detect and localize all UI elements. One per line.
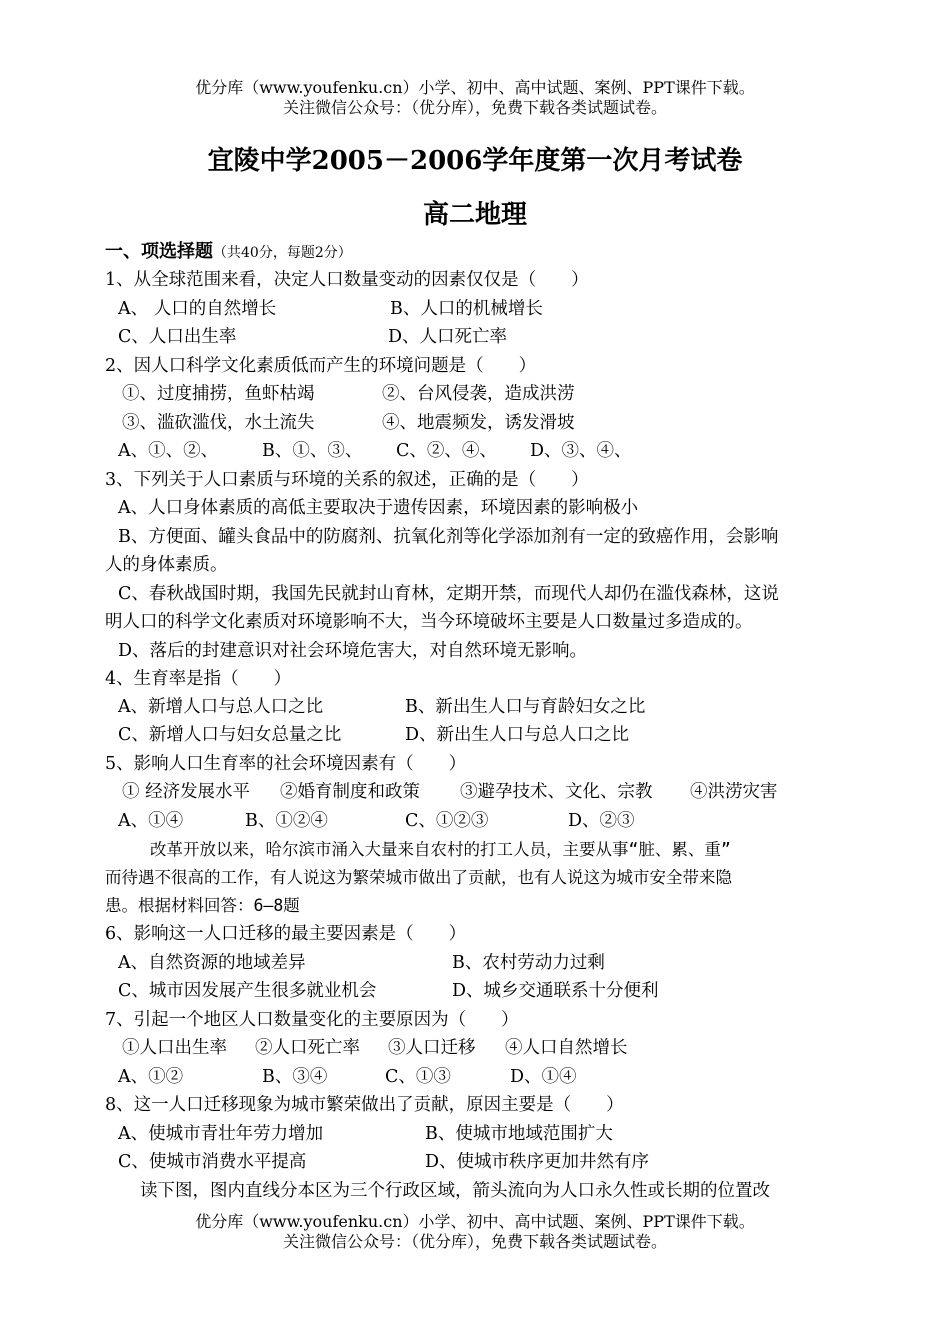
q1-option-c: C、人口出生率 <box>118 327 237 347</box>
q7-item-1: ①人口出生率 <box>122 1038 227 1058</box>
q2-option-a: A、①、②、 <box>118 441 219 461</box>
exam-subtitle: 高二地理 <box>422 200 527 230</box>
q2-option-c: C、②、④、 <box>396 441 497 461</box>
q6-option-c: C、城市因发展产生很多就业机会 <box>118 981 377 1001</box>
q1-option-a: A、 人口的自然增长 <box>118 299 277 319</box>
passage1-line2: 而待遇不很高的工作，有人说这为繁荣城市做出了贡献，也有人说这为城市安全带来隐 <box>105 868 732 887</box>
q3-option-b-line1: B、方便面、罐头食品中的防腐剂、抗氧化剂等化学添加剂有一定的致癌作用，会影响 <box>118 527 779 547</box>
q4-stem: 4、生育率是指（ ） <box>105 669 292 689</box>
q5-option-a: A、①④ <box>118 811 184 831</box>
q5-item-3: ③避孕技术、文化、宗教 <box>460 782 653 802</box>
q5-stem: 5、影响人口生育率的社会环境因素有（ ） <box>105 754 467 774</box>
q7-item-3: ③人口迁移 <box>388 1038 476 1058</box>
q5-option-d: D、②③ <box>568 811 635 831</box>
q8-option-b: B、使城市地域范围扩大 <box>425 1124 613 1144</box>
q2-option-d: D、③、④、 <box>530 441 632 461</box>
q7-option-a: A、①② <box>118 1067 184 1087</box>
q4-option-b: B、新出生人口与育龄妇女之比 <box>405 697 646 717</box>
q2-item-2: ②、台风侵袭，造成洪涝 <box>382 384 575 404</box>
q8-option-c: C、使城市消费水平提高 <box>118 1152 307 1172</box>
q7-item-2: ②人口死亡率 <box>255 1038 360 1058</box>
q5-option-c: C、①②③ <box>405 811 489 831</box>
q8-option-d: D、使城市秩序更加井然有序 <box>425 1152 650 1172</box>
q4-option-d: D、新出生人口与总人口之比 <box>405 725 630 745</box>
q7-option-b: B、③④ <box>262 1067 328 1087</box>
q4-option-c: C、新增人口与妇女总量之比 <box>118 725 342 745</box>
q6-option-d: D、城乡交通联系十分便利 <box>452 981 659 1001</box>
q2-item-4: ④、地震频发，诱发滑坡 <box>382 413 575 433</box>
q1-option-d: D、人口死亡率 <box>388 327 508 347</box>
passage2-line1: 读下图，图内直线分本区为三个行政区域，箭头流向为人口永久性或长期的位置改 <box>140 1181 770 1201</box>
exam-title: 宜陵中学2005－2006学年度第一次月考试卷 <box>207 146 743 176</box>
section-heading <box>105 238 352 267</box>
q3-option-c-line2: 明人口的科学文化素质对环境影响不大，当今环境破坏主要是人口数量过多造成的。 <box>105 612 753 632</box>
footer-line-2: 关注微信公众号：（优分库），免费下载各类试题试卷。 <box>282 1232 667 1251</box>
passage1-line3: 患。根据材料回答：6—8题 <box>105 896 300 915</box>
q6-option-a: A、自然资源的地域差异 <box>118 953 306 973</box>
q6-option-b: B、农村劳动力过剩 <box>452 953 605 973</box>
q3-option-d: D、落后的封建意识对社会环境危害大，对自然环境无影响。 <box>118 641 588 661</box>
q2-option-b: B、①、③、 <box>262 441 363 461</box>
q7-option-c: C、①③ <box>385 1067 451 1087</box>
passage1-line1: 改革开放以来，哈尔滨市涌入大量来自农村的打工人员，主要从事“脏、累、重” <box>150 840 731 859</box>
q5-item-4: ④洪涝灾害 <box>690 782 778 802</box>
q8-option-a: A、使城市青壮年劳力增加 <box>118 1124 324 1144</box>
q8-stem: 8、这一人口迁移现象为城市繁荣做出了贡献，原因主要是（ ） <box>105 1095 624 1115</box>
q3-option-c-line1: C、春秋战国时期，我国先民就封山育林，定期开禁，而现代人却仍在滥伐森林，这说 <box>118 584 779 604</box>
q2-stem: 2、因人口科学文化素质低而产生的环境问题是（ ） <box>105 356 537 376</box>
header-line-1: 优分库（www.youfenku.cn）小学、初中、高中试题、案例、PPT课件下载。 <box>195 78 755 97</box>
q2-item-3: ③、滥砍滥伐，水土流失 <box>122 413 315 433</box>
footer-line-1: 优分库（www.youfenku.cn）小学、初中、高中试题、案例、PPT课件下载。 <box>195 1212 755 1231</box>
q1-option-b: B、人口的机械增长 <box>390 299 543 319</box>
q3-option-a: A、人口身体素质的高低主要取决于遗传因素，环境因素的影响极小 <box>118 498 639 518</box>
header-line-2: 关注微信公众号：（优分库），免费下载各类试题试卷。 <box>282 98 667 117</box>
q4-option-a: A、新增人口与总人口之比 <box>118 697 324 717</box>
q7-item-4: ④人口自然增长 <box>505 1038 628 1058</box>
q3-option-b-line2: 人的身体素质。 <box>105 555 228 575</box>
q3-stem: 3、下列关于人口素质与环境的关系的叙述，正确的是（ ） <box>105 470 589 490</box>
q1-stem: 1、从全球范围来看，决定人口数量变动的因素仅仅是（ ） <box>105 270 589 290</box>
q2-item-1: ①、过度捕捞，鱼虾枯竭 <box>122 384 315 404</box>
q5-item-1: ① 经济发展水平 <box>122 782 251 802</box>
section-note: （共40分，每题2分） <box>213 245 352 261</box>
q7-stem: 7、引起一个地区人口数量变化的主要原因为（ ） <box>105 1010 519 1030</box>
q7-option-d: D、①④ <box>510 1067 577 1087</box>
q5-item-2: ②婚育制度和政策 <box>280 782 420 802</box>
section-label: 一、项选择题 <box>105 241 213 262</box>
q6-stem: 6、影响这一人口迁移的最主要因素是（ ） <box>105 924 467 944</box>
q5-option-b: B、①②④ <box>245 811 328 831</box>
